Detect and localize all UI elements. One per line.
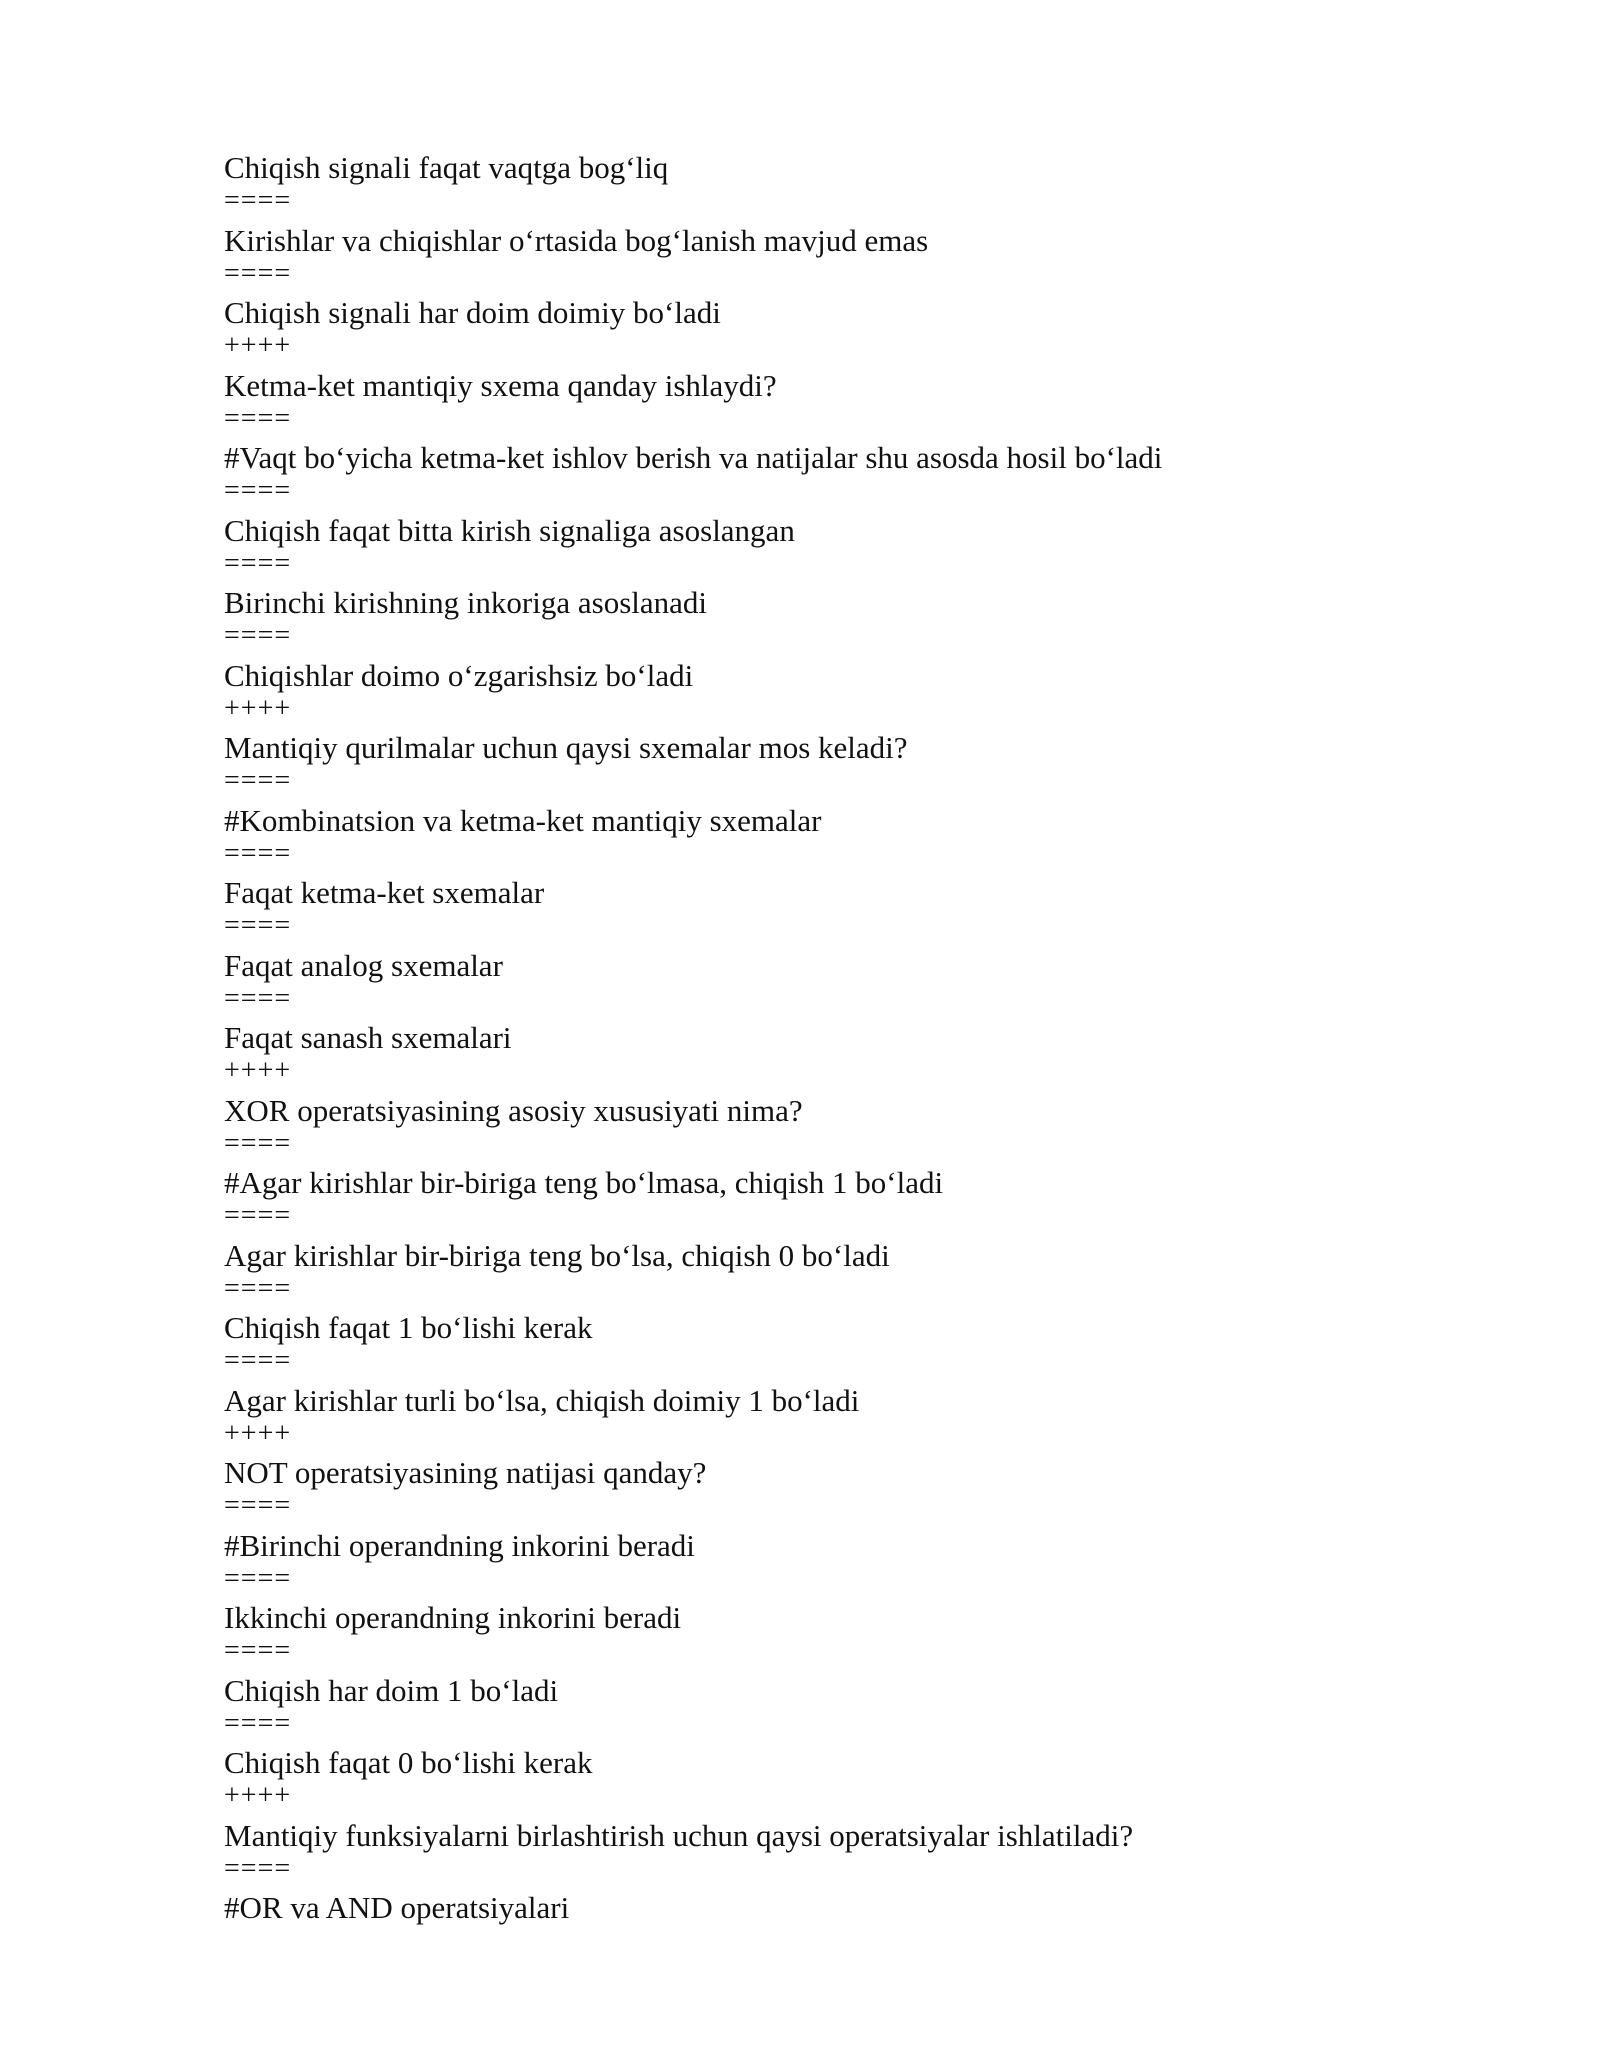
- line-separator: ====: [224, 837, 292, 869]
- line-separator: ====: [224, 1490, 292, 1521]
- list-item: [224, 1669, 1424, 1742]
- line-separator: ====: [224, 620, 292, 651]
- line-separator: ====: [224, 1127, 292, 1159]
- line-separator: ++++: [224, 1417, 292, 1449]
- answer-text: Agar kirishlar turli bo‘lsa, chiqish doimiy 1 bo‘ladi: [224, 1382, 860, 1418]
- line-separator: ====: [224, 910, 292, 941]
- line-separator: ====: [224, 982, 292, 1014]
- correct-answer-text: #Agar kirishlar bir-biriga teng bo‘lmasa, chiqish 1 bo‘ladi: [224, 1165, 944, 1200]
- answer-text: Ikkinchi operandning inkorini beradi: [224, 1600, 682, 1635]
- list-item: [224, 1741, 1424, 1814]
- line-separator: ====: [224, 402, 292, 434]
- list-item: [224, 1886, 1424, 1959]
- question-text: XOR operatsiyasining asosiy xususiyati nima?: [224, 1092, 803, 1128]
- line-text: Chiqish signali faqat vaqtga bog‘liq: [224, 150, 669, 185]
- correct-answer-text: #Kombinatsion va ketma-ket mantiqiy sxemalar: [224, 802, 822, 838]
- question-text: NOT operatsiyasining natijasi qanday?: [224, 1455, 707, 1490]
- list-item: [224, 219, 1424, 292]
- list-item: [224, 509, 1424, 582]
- line-separator: ++++: [224, 1780, 292, 1811]
- line-separator: ====: [224, 1707, 292, 1739]
- answer-text: Chiqish faqat bitta kirish signaliga asoslangan: [224, 512, 795, 548]
- list-item: [224, 1451, 1424, 1524]
- line-separator: ++++: [224, 692, 292, 724]
- list-item: [224, 871, 1424, 944]
- document-body: [224, 146, 1424, 1959]
- correct-answer-text: #Vaqt bo‘yicha ketma-ket ishlov berish va natijalar shu asosda hosil bo‘ladi: [224, 440, 1163, 475]
- line-separator: ====: [224, 185, 292, 216]
- line-separator: ====: [224, 257, 292, 289]
- list-item: [224, 436, 1424, 509]
- list-item: [224, 1306, 1424, 1379]
- list-item: [224, 1379, 1424, 1452]
- line-separator: ====: [224, 1635, 292, 1666]
- answer-text: Birinchi kirishning inkoriga asoslanadi: [224, 585, 708, 620]
- question-text: Ketma-ket mantiqiy sxema qanday ishlaydi?: [224, 367, 777, 403]
- list-item: [224, 146, 1424, 219]
- answer-text: Faqat analog sxemalar: [224, 947, 503, 983]
- list-item: [224, 944, 1424, 1017]
- line-separator: ====: [224, 1200, 292, 1231]
- line-text: Chiqish signali har doim doimiy bo‘ladi: [224, 295, 721, 330]
- list-item: [224, 1814, 1424, 1887]
- answer-text: Agar kirishlar bir-biriga teng bo‘lsa, chiqish 0 bo‘ladi: [224, 1237, 890, 1273]
- answer-text: Faqat ketma-ket sxemalar: [224, 875, 545, 910]
- line-separator: ++++: [224, 1055, 292, 1086]
- list-item: [224, 1089, 1424, 1162]
- list-item: [224, 1524, 1424, 1597]
- list-item: [224, 581, 1424, 654]
- line-separator: ====: [224, 1562, 292, 1594]
- list-item: [224, 1596, 1424, 1669]
- list-item: [224, 1161, 1424, 1234]
- answer-text: Faqat sanash sxemalari: [224, 1020, 512, 1055]
- answer-text: Chiqish faqat 1 bo‘lishi kerak: [224, 1310, 593, 1345]
- list-item: [224, 291, 1424, 364]
- answer-text: Chiqishlar doimo o‘zgarishsiz bo‘ladi: [224, 657, 694, 693]
- list-item: [224, 364, 1424, 437]
- list-item: [224, 1234, 1424, 1307]
- correct-answer-text: #Birinchi operandning inkorini beradi: [224, 1527, 695, 1563]
- line-separator: ====: [224, 475, 292, 506]
- line-separator: ====: [224, 1345, 292, 1376]
- list-item: [224, 799, 1424, 872]
- question-text: Mantiqiy qurilmalar uchun qaysi sxemalar mos keladi?: [224, 730, 908, 765]
- list-item: [224, 726, 1424, 799]
- line-text: Kirishlar va chiqishlar o‘rtasida bog‘lanish mavjud emas: [224, 222, 929, 258]
- list-item: [224, 654, 1424, 727]
- line-separator: ++++: [224, 330, 292, 361]
- answer-text: Chiqish faqat 0 bo‘lishi kerak: [224, 1745, 593, 1780]
- line-separator: ====: [224, 547, 292, 579]
- list-item: [224, 1016, 1424, 1089]
- line-separator: ====: [224, 1272, 292, 1304]
- line-separator: ====: [224, 1852, 292, 1884]
- correct-answer-text: #OR va AND operatsiyalari: [224, 1890, 570, 1925]
- question-text: Mantiqiy funksiyalarni birlashtirish uchun qaysi operatsiyalar ishlatiladi?: [224, 1817, 1134, 1853]
- line-separator: ====: [224, 765, 292, 796]
- answer-text: Chiqish har doim 1 bo‘ladi: [224, 1672, 559, 1708]
